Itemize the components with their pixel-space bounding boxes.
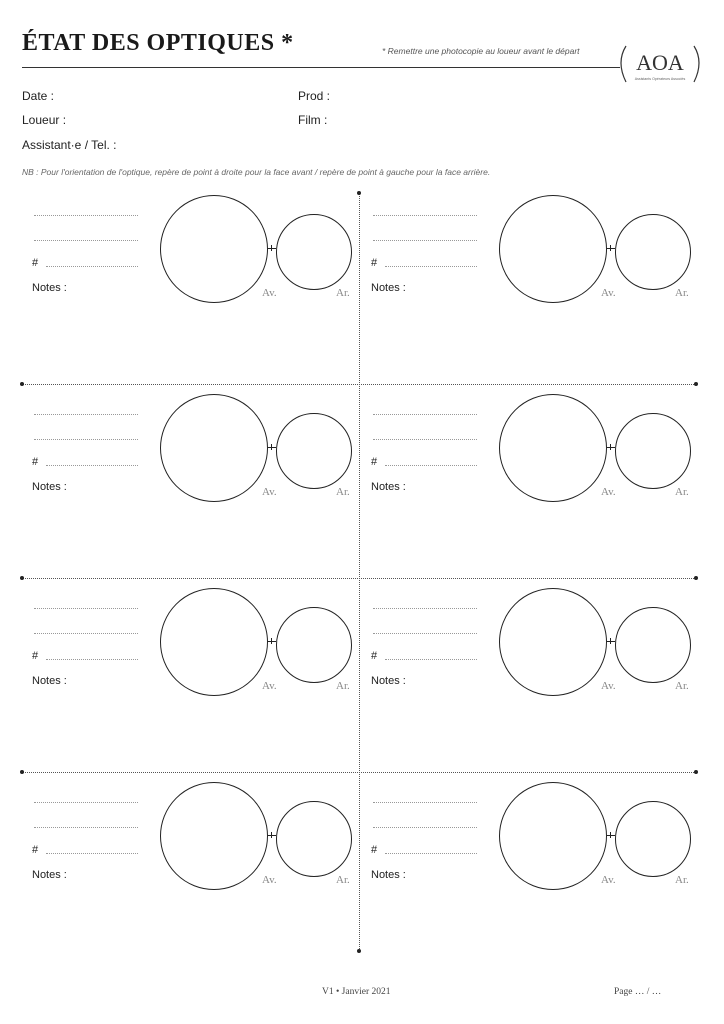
entry-line[interactable] <box>373 439 477 440</box>
rear-label: Ar. <box>675 287 689 299</box>
lens-cell <box>361 588 699 782</box>
page-number: Page … / … <box>614 987 662 997</box>
focus-mark <box>607 641 615 642</box>
serial-label: # <box>32 650 39 662</box>
rear-element-circle[interactable] <box>615 801 691 877</box>
entry-line[interactable] <box>34 608 138 609</box>
lens-cell <box>22 394 360 588</box>
focus-mark <box>607 835 615 836</box>
field-loueur: Loueur : <box>22 113 67 127</box>
entry-line[interactable] <box>34 414 138 415</box>
front-label: Av. <box>601 680 616 692</box>
focus-mark <box>607 447 615 448</box>
front-element-circle[interactable] <box>160 394 268 502</box>
focus-mark <box>271 245 272 251</box>
page-title: ÉTAT DES OPTIQUES * <box>22 30 294 56</box>
rear-element-circle[interactable] <box>615 413 691 489</box>
header-rule <box>22 67 620 68</box>
rear-label: Ar. <box>336 287 350 299</box>
serial-line[interactable] <box>385 659 477 660</box>
rear-label: Ar. <box>675 874 689 886</box>
aoa-logo <box>612 40 708 90</box>
front-label: Av. <box>601 874 616 886</box>
serial-line[interactable] <box>385 266 477 267</box>
rear-element-circle[interactable] <box>276 214 352 290</box>
front-element-circle[interactable] <box>160 195 268 303</box>
focus-mark <box>271 638 272 644</box>
entry-line[interactable] <box>34 802 138 803</box>
front-label: Av. <box>262 287 277 299</box>
focus-mark <box>268 835 276 836</box>
focus-mark <box>268 248 276 249</box>
front-label: Av. <box>601 486 616 498</box>
notes-label: Notes : <box>32 282 67 294</box>
notes-label: Notes : <box>371 481 406 493</box>
rear-label: Ar. <box>336 680 350 692</box>
notes-label: Notes : <box>371 675 406 687</box>
version-label: V1 • Janvier 2021 <box>322 987 391 997</box>
front-label: Av. <box>262 486 277 498</box>
serial-label: # <box>32 456 39 468</box>
front-label: Av. <box>601 287 616 299</box>
rear-label: Ar. <box>336 486 350 498</box>
front-label: Av. <box>262 874 277 886</box>
focus-mark <box>271 832 272 838</box>
lens-cell <box>22 195 360 389</box>
front-element-circle[interactable] <box>499 394 607 502</box>
entry-line[interactable] <box>373 414 477 415</box>
field-assistant: Assistant·e / Tel. : <box>22 138 117 152</box>
notes-label: Notes : <box>32 675 67 687</box>
serial-label: # <box>371 844 378 856</box>
notes-label: Notes : <box>371 869 406 881</box>
rear-element-circle[interactable] <box>615 607 691 683</box>
lens-cell <box>22 782 360 976</box>
entry-line[interactable] <box>373 802 477 803</box>
serial-line[interactable] <box>385 465 477 466</box>
rear-element-circle[interactable] <box>615 214 691 290</box>
serial-label: # <box>32 257 39 269</box>
serial-label: # <box>371 257 378 269</box>
rear-element-circle[interactable] <box>276 801 352 877</box>
field-prod: Prod : <box>298 89 331 103</box>
entry-line[interactable] <box>373 215 477 216</box>
notes-label: Notes : <box>371 282 406 294</box>
entry-line[interactable] <box>373 240 477 241</box>
focus-mark <box>610 638 611 644</box>
notes-label: Notes : <box>32 481 67 493</box>
notes-label: Notes : <box>32 869 67 881</box>
entry-line[interactable] <box>34 827 138 828</box>
rear-label: Ar. <box>675 486 689 498</box>
focus-mark <box>271 444 272 450</box>
rear-label: Ar. <box>675 680 689 692</box>
serial-label: # <box>32 844 39 856</box>
focus-mark <box>268 641 276 642</box>
lens-cell <box>361 394 699 588</box>
focus-mark <box>268 447 276 448</box>
entry-line[interactable] <box>34 215 138 216</box>
focus-mark <box>610 832 611 838</box>
serial-label: # <box>371 650 378 662</box>
focus-mark <box>607 248 615 249</box>
entry-line[interactable] <box>373 827 477 828</box>
serial-line[interactable] <box>385 853 477 854</box>
orientation-note: NB : Pour l'orientation de l'optique, repère de point à droite pour la face avant / repère de point à gauche pour la face arrière. <box>22 167 491 177</box>
front-label: Av. <box>262 680 277 692</box>
field-film: Film : <box>298 113 328 127</box>
lens-cell <box>361 782 699 976</box>
rear-label: Ar. <box>336 874 350 886</box>
lens-cell <box>22 588 360 782</box>
serial-line[interactable] <box>46 465 138 466</box>
photocopy-note: * Remettre une photocopie au loueur avant le départ <box>382 46 580 56</box>
serial-line[interactable] <box>46 659 138 660</box>
front-element-circle[interactable] <box>499 782 607 890</box>
serial-line[interactable] <box>46 266 138 267</box>
front-element-circle[interactable] <box>499 588 607 696</box>
entry-line[interactable] <box>34 633 138 634</box>
front-element-circle[interactable] <box>499 195 607 303</box>
lens-cell <box>361 195 699 389</box>
front-element-circle[interactable] <box>160 588 268 696</box>
rear-element-circle[interactable] <box>276 413 352 489</box>
rear-element-circle[interactable] <box>276 607 352 683</box>
entry-line[interactable] <box>34 240 138 241</box>
entry-line[interactable] <box>373 608 477 609</box>
serial-label: # <box>371 456 378 468</box>
entry-line[interactable] <box>373 633 477 634</box>
focus-mark <box>610 245 611 251</box>
front-element-circle[interactable] <box>160 782 268 890</box>
logo-subtitle: Assistants Opérateurs Associés <box>634 77 686 81</box>
logo-text: AOA <box>636 50 684 75</box>
focus-mark <box>610 444 611 450</box>
field-date: Date : <box>22 89 55 103</box>
serial-line[interactable] <box>46 853 138 854</box>
entry-line[interactable] <box>34 439 138 440</box>
